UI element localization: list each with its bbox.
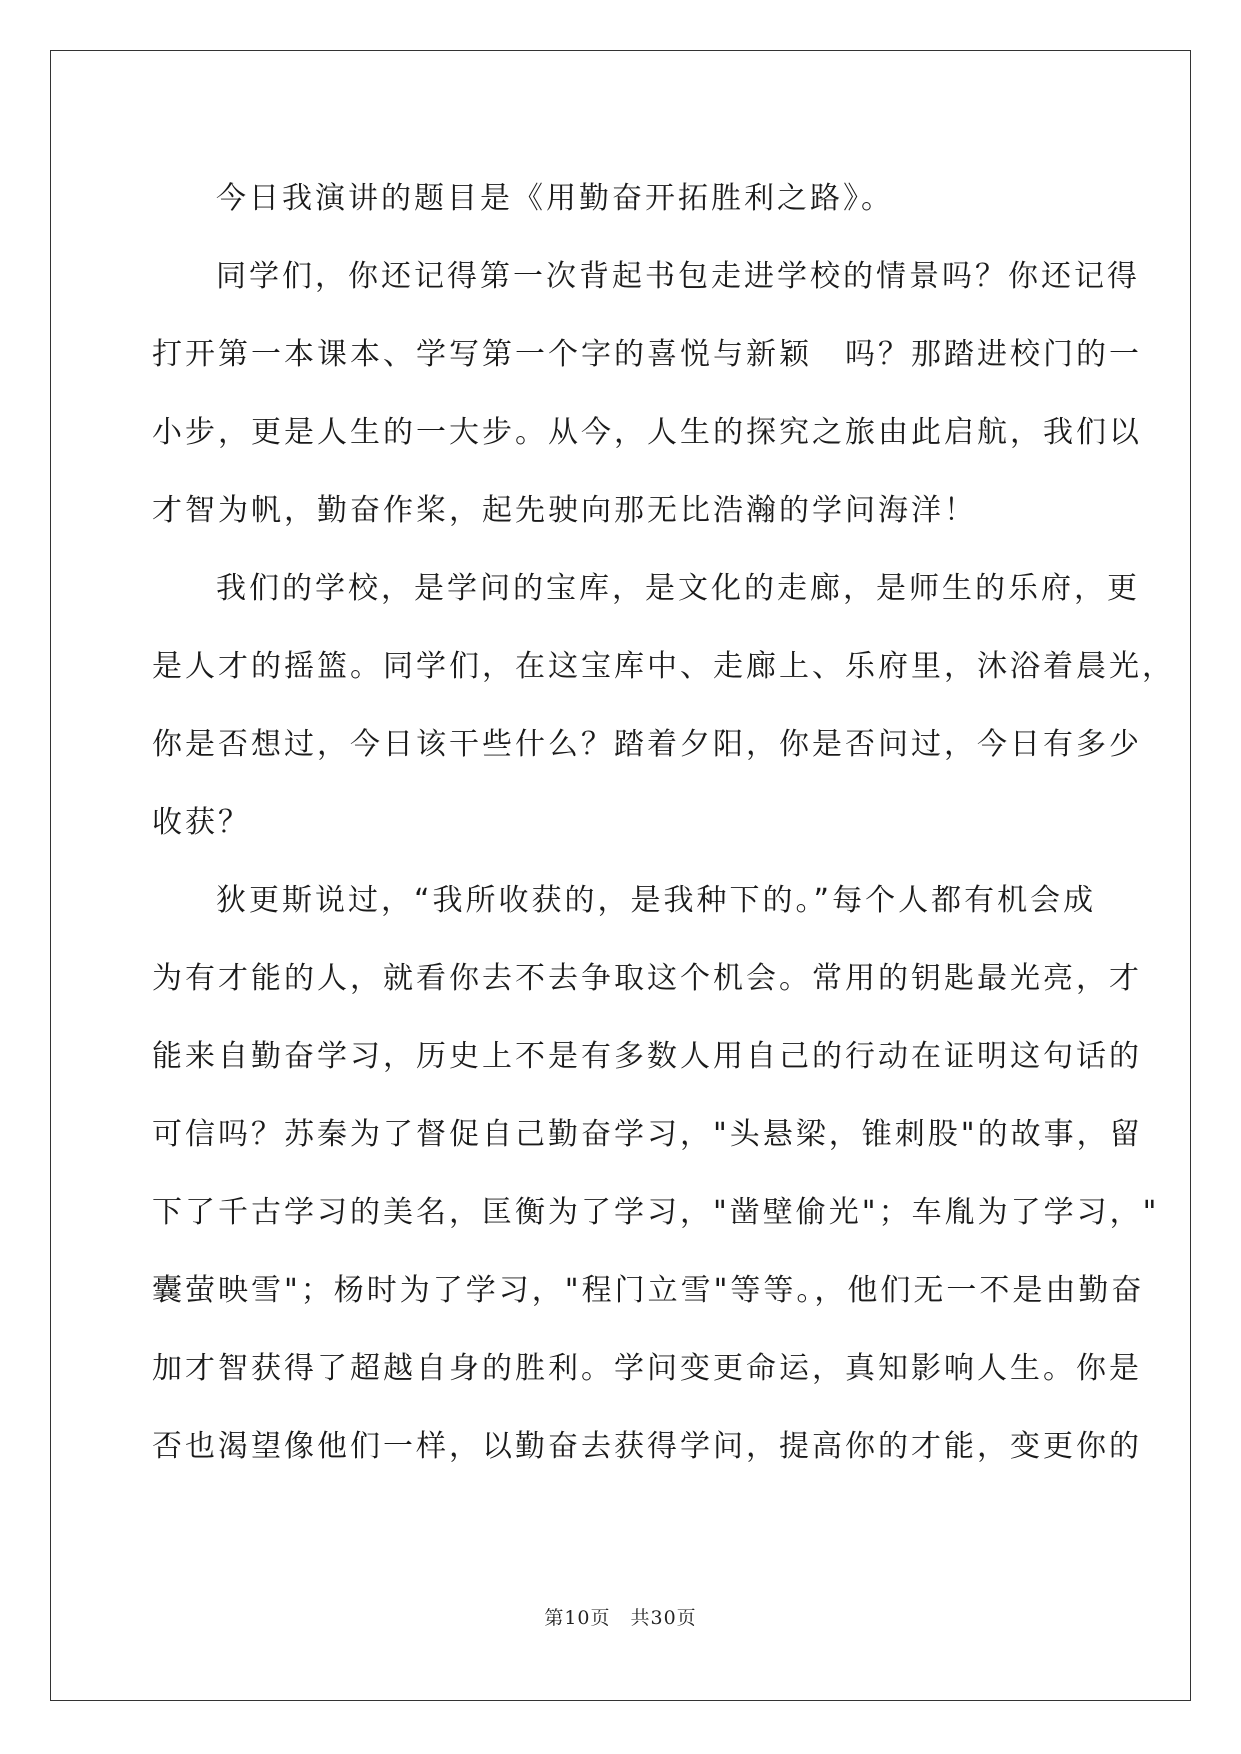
text-line: 打开第一本课本、学写第一个字的喜悦与新颖 吗？那踏进校门的一: [152, 337, 1142, 372]
text-line: 能来自勤奋学习，历史上不是有多数人用自己的行动在证明这句话的: [152, 1039, 1142, 1074]
text-line: 才智为帆，勤奋作桨，起先驶向那无比浩瀚的学问海洋！: [152, 493, 977, 528]
page-footer: [0, 1603, 1241, 1630]
text-line: 你是否想过，今日该干些什么？踏着夕阳，你是否问过，今日有多少: [152, 727, 1142, 762]
text-line: 否也渴望像他们一样，以勤奋去获得学问，提高你的才能，变更你的: [152, 1429, 1142, 1464]
text-line: 同学们，你还记得第一次背起书包走进学校的情景吗？你还记得: [216, 259, 1140, 294]
text-line: 狄更斯说过，“我所收获的，是我种下的。”每个人都有机会成: [216, 883, 1097, 918]
text-line: 囊萤映雪"；杨时为了学习，"程门立雪"等等。，他们无一不是由勤奋: [152, 1273, 1145, 1308]
page-number: 第10页: [544, 1607, 611, 1629]
text-line: 可信吗？苏秦为了督促自己勤奋学习，"头悬梁，锥刺股"的故事，留: [152, 1117, 1143, 1152]
document-body: [152, 160, 1175, 1486]
text-line: 加才智获得了超越自身的胜利。学问变更命运，真知影响人生。你是: [152, 1351, 1142, 1386]
text-line: 我们的学校，是学问的宝库，是文化的走廊，是师生的乐府，更: [216, 571, 1140, 606]
page-total: 共30页: [630, 1607, 697, 1629]
text-line: 是人才的摇篮。同学们，在这宝库中、走廊上、乐府里，沐浴着晨光，: [152, 649, 1175, 684]
text-line: 为有才能的人，就看你去不去争取这个机会。常用的钥匙最光亮，才: [152, 961, 1142, 996]
text-line: 今日我演讲的题目是《用勤奋开拓胜利之路》。: [216, 181, 894, 216]
text-line: 小步，更是人生的一大步。从今，人生的探究之旅由此启航，我们以: [152, 415, 1142, 450]
text-line: 收获？: [152, 805, 251, 840]
text-line: 下了千古学习的美名，匡衡为了学习，"凿壁偷光"；车胤为了学习，": [152, 1195, 1160, 1230]
